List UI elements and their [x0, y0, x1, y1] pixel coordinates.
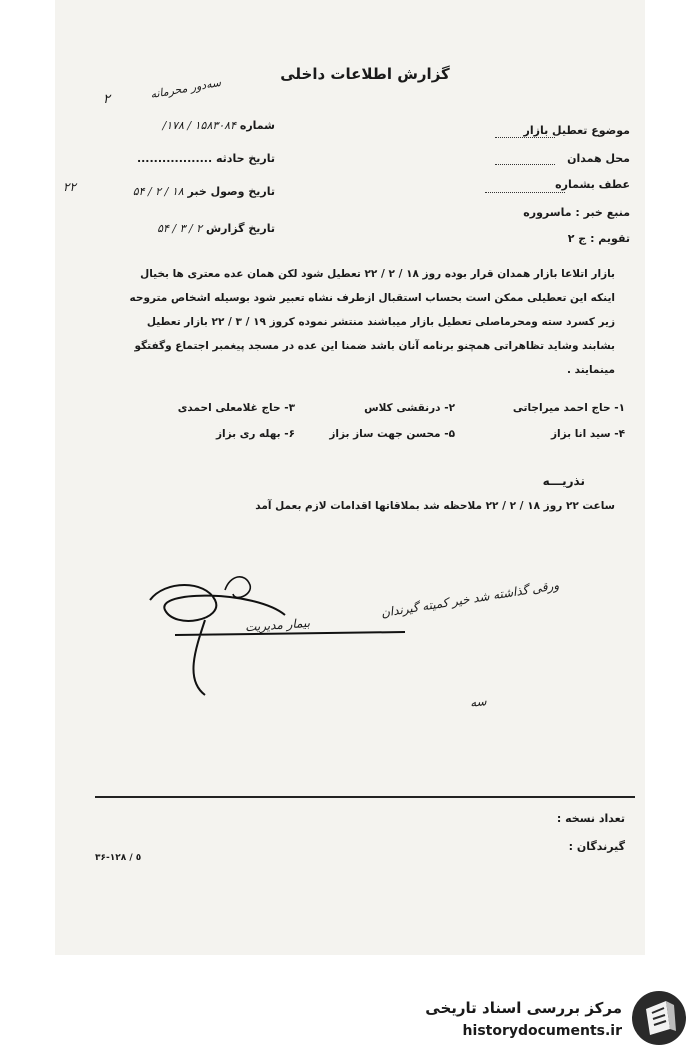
field-source-value: ماسروره — [523, 206, 572, 219]
field-number — [95, 119, 275, 132]
field-reference-label: عطف بشماره — [555, 178, 630, 191]
archive-logo-icon — [630, 989, 688, 1047]
field-receipt-extra: ۲۲ — [63, 180, 76, 194]
field-receipt-date-value: ۱۸ / ۲ / ۵۴ — [132, 185, 184, 198]
top-note-number: ۲ — [103, 92, 110, 107]
field-incident-date — [95, 152, 275, 165]
copies-label: تعداد نسخه : — [556, 812, 625, 825]
field-report-date-label: تاریخ گزارش — [205, 222, 275, 235]
field-subject-value: تعطیل بازار — [523, 124, 588, 137]
document-page — [55, 0, 645, 955]
field-source-label: منبع خبر : — [575, 206, 630, 219]
field-report-date — [95, 222, 275, 235]
field-incident-date-dots: .................. — [136, 152, 213, 165]
list-item: ۴- سید انا بزاز — [550, 428, 625, 440]
field-subject-label: موضوع — [591, 124, 630, 137]
body-line: مینمایند . — [567, 364, 615, 376]
handwriting-line: بیمار مدیریت — [244, 615, 311, 635]
list-item: ۶- بهله ری بزاز — [215, 428, 295, 440]
handwriting-line: ورقی گذاشته شد خیر کمیته گیرندان — [380, 578, 560, 620]
field-reference — [485, 178, 630, 191]
dotted-line — [495, 164, 555, 165]
list-item: ۳- حاج غلامعلی احمدی — [177, 402, 295, 414]
list-item: ۱- حاج احمد میراجاتی — [512, 402, 625, 414]
body-line: زیر کسرد سته ومحرماصلی تعطیل بازار میباشند منتشر نموده کروز ۱۹ / ۳ / ۲۲ بازار تعطیل — [146, 316, 615, 328]
field-subject — [485, 124, 630, 137]
field-source — [485, 206, 630, 219]
field-incident-date-label: تاریخ حادثه — [216, 152, 275, 165]
field-location-label: محل — [605, 152, 630, 165]
field-number-value: ۱۵۸۳۰۸۴ / ۱۷۸/ — [162, 119, 236, 132]
body-line: بشابند وشاید تظاهراتی همچنو برنامه آنان باشد ضمنا این عده در مسجد پیغمبر اجتماع وگفتگو — [134, 340, 615, 352]
body-line: بازار اتلاعا بازار همدان قرار بوده روز ۱۸ / ۲ / ۲۲ تعطیل شود لکن همان عده معتری ها بخیال — [140, 268, 615, 280]
top-note: سه‌دور محرمانه — [149, 75, 222, 102]
footer-branding — [0, 975, 700, 1056]
field-location-value: همدان — [567, 152, 602, 165]
body-line: اینکه این تعطیلی ممکن است بحساب استقبال ازطرف نشاه تعبیر شود بوسیله اشخاص متروحه — [129, 292, 615, 304]
field-receipt-date — [95, 185, 275, 198]
field-receipt-date-label: تاریخ وصول خبر — [187, 185, 275, 198]
note-body: ساعت ۲۲ روز ۱۸ / ۲ / ۲۲ ملاحظه شد بملاقاتها اقدامات لازم بعمل آمد — [255, 500, 615, 512]
list-item: ۵- محسن جهت ساز بزاز — [329, 428, 455, 440]
list-item: ۲- درنقشی کلاس — [364, 402, 455, 414]
field-number-label: شماره — [239, 119, 275, 132]
field-calendar — [485, 232, 630, 245]
handwriting-line: سه — [469, 694, 488, 710]
form-code: ۳۶-۱۲۸ / ٥ — [95, 853, 142, 863]
field-calendar-label: تقویم : — [590, 232, 630, 245]
document-title: گزارش اطلاعات داخلی — [280, 65, 450, 83]
divider-line — [95, 796, 635, 798]
field-report-date-value: ۲ / ۳ / ۵۴ — [157, 222, 203, 235]
field-calendar-value: ج ۲ — [567, 232, 587, 245]
dotted-line — [495, 137, 555, 138]
footer-url: historydocuments.ir — [462, 1023, 622, 1039]
footer-org-name: مرکز بررسی اسناد تاریخی — [425, 999, 622, 1017]
dotted-line — [485, 192, 565, 193]
note-heading: نذریـــه — [542, 474, 585, 488]
recipients-label: گیرندگان : — [568, 840, 625, 853]
